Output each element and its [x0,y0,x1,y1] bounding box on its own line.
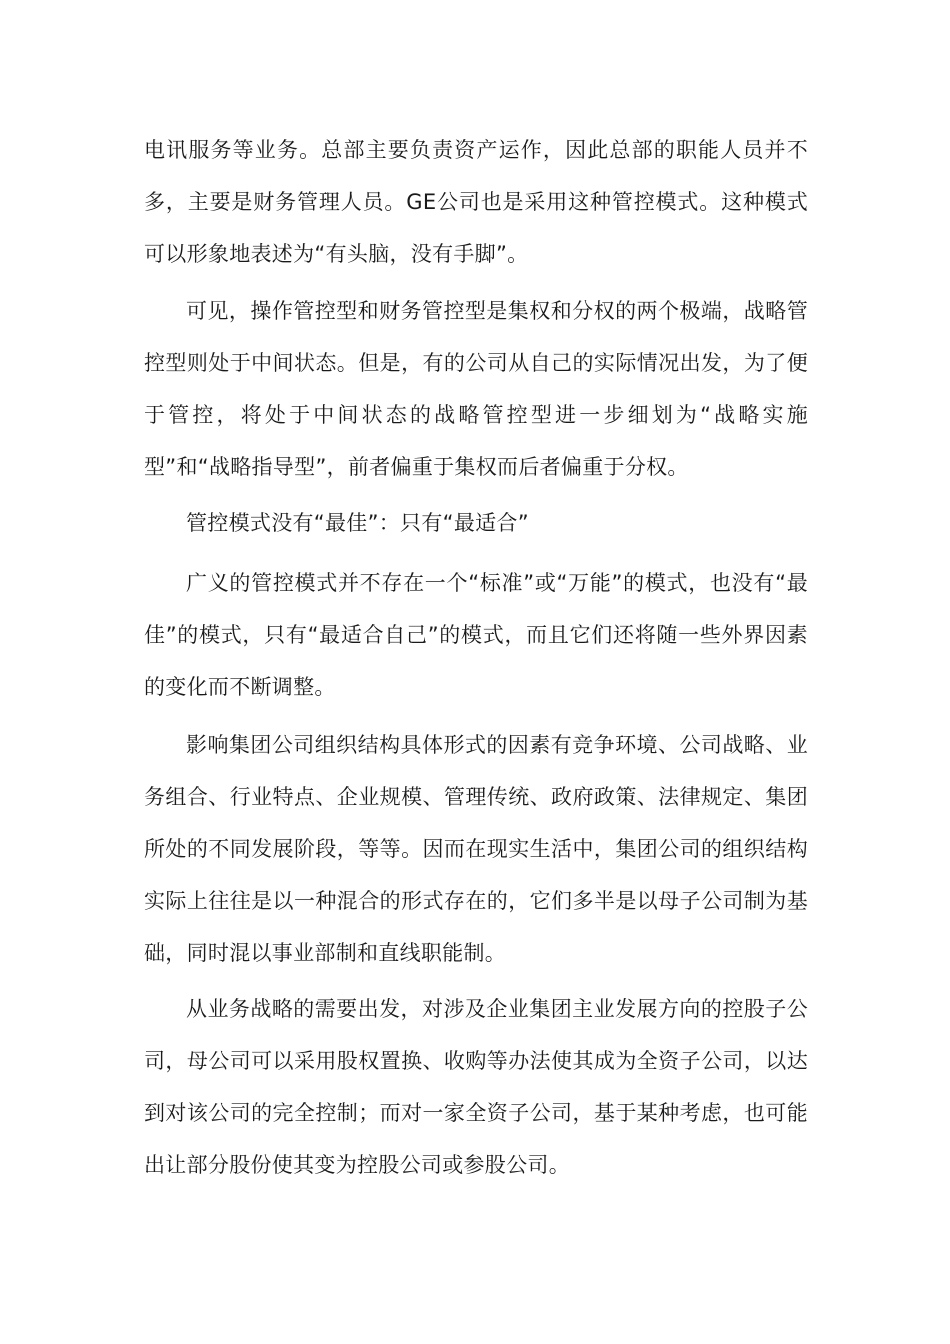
paragraph-continued-headquarters: 电讯服务等业务。总部主要负责资产运作，因此总部的职能人员并不多，主要是财务管理人员。GE公司也是采用这种管控模式。这种模式可以形象地表述为“有头脑，没有手脚”。 [144,138,808,266]
paragraph-control-types: 可见，操作管控型和财务管控型是集权和分权的两个极端，战略管控型则处于中间状态。但是，有的公司从自己的实际情况出发，为了便于管控，将处于中间状态的战略管控型进一步细划为“战略实施型”和“战略指导型”，前者偏重于集权而后者偏重于分权。 [144,299,808,479]
paragraph-influencing-factors: 影响集团公司组织结构具体形式的因素有竞争环境、公司战略、业务组合、行业特点、企业规模、管理传统、政府政策、法律规定、集团所处的不同发展阶段，等等。因而在现实生活中，集团公司的组织结构实际上往往是以一种混合的形式存在的，它们多半是以母子公司制为基础，同时混以事业部制和直线职能制。 [144,733,808,965]
paragraph-business-strategy: 从业务战略的需要出发，对涉及企业集团主业发展方向的控股子公司，母公司可以采用股权置换、收购等办法使其成为全资子公司，以达到对该公司的完全控制；而对一家全资子公司，基于某种考虑，也可能出让部分股份使其变为控股公司或参股公司。 [144,997,808,1177]
section-heading-best-fit: 管控模式没有“最佳”：只有“最适合” [186,511,529,535]
paragraph-no-best-model: 广义的管控模式并不存在一个“标准”或“万能”的模式，也没有“最佳”的模式，只有“最适合自己”的模式，而且它们还将随一些外界因素的变化而不断调整。 [144,571,808,699]
